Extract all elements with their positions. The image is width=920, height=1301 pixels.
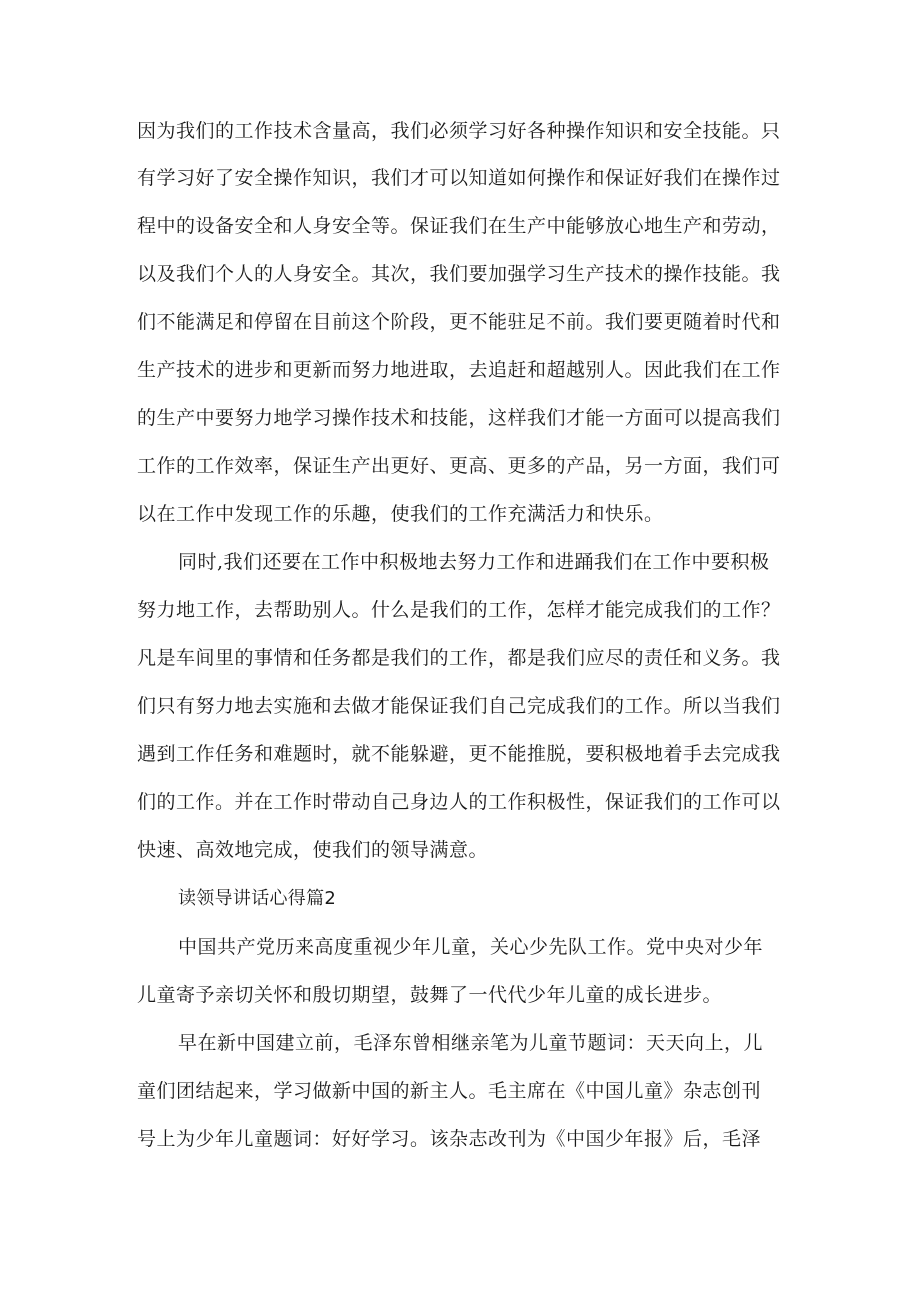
paragraph-1-line-7: 的生产中要努力地学习操作技术和技能，这样我们才能一方面可以提高我们 <box>137 407 781 429</box>
paragraph-4-line-1: 早在新中国建立前，毛泽东曾相继亲笔为儿童节题词：天天向上，儿 <box>178 1032 764 1054</box>
paragraph-4-line-3: 号上为少年儿童题词：好好学习。该杂志改刊为《中国少年报》后，毛泽 <box>137 1128 762 1150</box>
paragraph-1-line-8: 工作的工作效率，保证生产出更好、更高、更多的产品，另一方面，我们可 <box>137 455 781 477</box>
paragraph-1-line-6: 生产技术的进步和更新而努力地进取，去追赶和超越别人。因此我们在工作 <box>137 359 781 381</box>
section-heading: 读领导讲话心得篇2 <box>178 888 337 909</box>
paragraph-3-line-1: 中国共产党历来高度重视少年儿童，关心少先队工作。党中央对少年 <box>178 936 764 958</box>
paragraph-2-line-5: 遇到工作任务和难题时，就不能躲避，更不能推脱，要积极地着手去完成我 <box>137 743 781 765</box>
paragraph-2-line-1: 同时,我们还要在工作中积极地去努力工作和进踊我们在工作中要积极 <box>178 551 770 573</box>
paragraph-1-line-1: 因为我们的工作技术含量高，我们必须学习好各种操作知识和安全技能。只 <box>137 120 781 142</box>
paragraph-1-line-3: 程中的设备安全和人身安全等。保证我们在生产中能够放心地生产和劳动， <box>137 215 781 237</box>
paragraph-2-line-4: 们只有努力地去实施和去做才能保证我们自己完成我们的工作。所以当我们 <box>137 695 781 717</box>
paragraph-4-line-2: 童们团结起来，学习做新中国的新主人。毛主席在《中国儿童》杂志创刊 <box>137 1080 762 1102</box>
paragraph-1-line-5: 们不能满足和停留在目前这个阶段，更不能驻足不前。我们要更随着时代和 <box>137 311 781 333</box>
paragraph-2-line-7: 快速、高效地完成，使我们的领导满意。 <box>137 839 489 861</box>
paragraph-3-line-2: 儿童寄予亲切关怀和殷切期望，鼓舞了一代代少年儿童的成长进步。 <box>137 984 723 1006</box>
paragraph-1-line-9: 以在工作中发现工作的乐趣，使我们的工作充满活力和快乐。 <box>137 503 664 525</box>
paragraph-2-line-6: 们的工作。并在工作时带动自己身边人的工作积极性，保证我们的工作可以 <box>137 791 781 813</box>
paragraph-2-line-3: 凡是车间里的事情和任务都是我们的工作，都是我们应尽的责任和义务。我 <box>137 647 781 669</box>
paragraph-1-line-4: 以及我们个人的人身安全。其次，我们要加强学习生产技术的操作技能。我 <box>137 263 781 285</box>
paragraph-1-line-2: 有学习好了安全操作知识，我们才可以知道如何操作和保证好我们在操作过 <box>137 167 781 189</box>
paragraph-2-line-2: 努力地工作，去帮助别人。什么是我们的工作，怎样才能完成我们的工作？ <box>137 599 781 621</box>
